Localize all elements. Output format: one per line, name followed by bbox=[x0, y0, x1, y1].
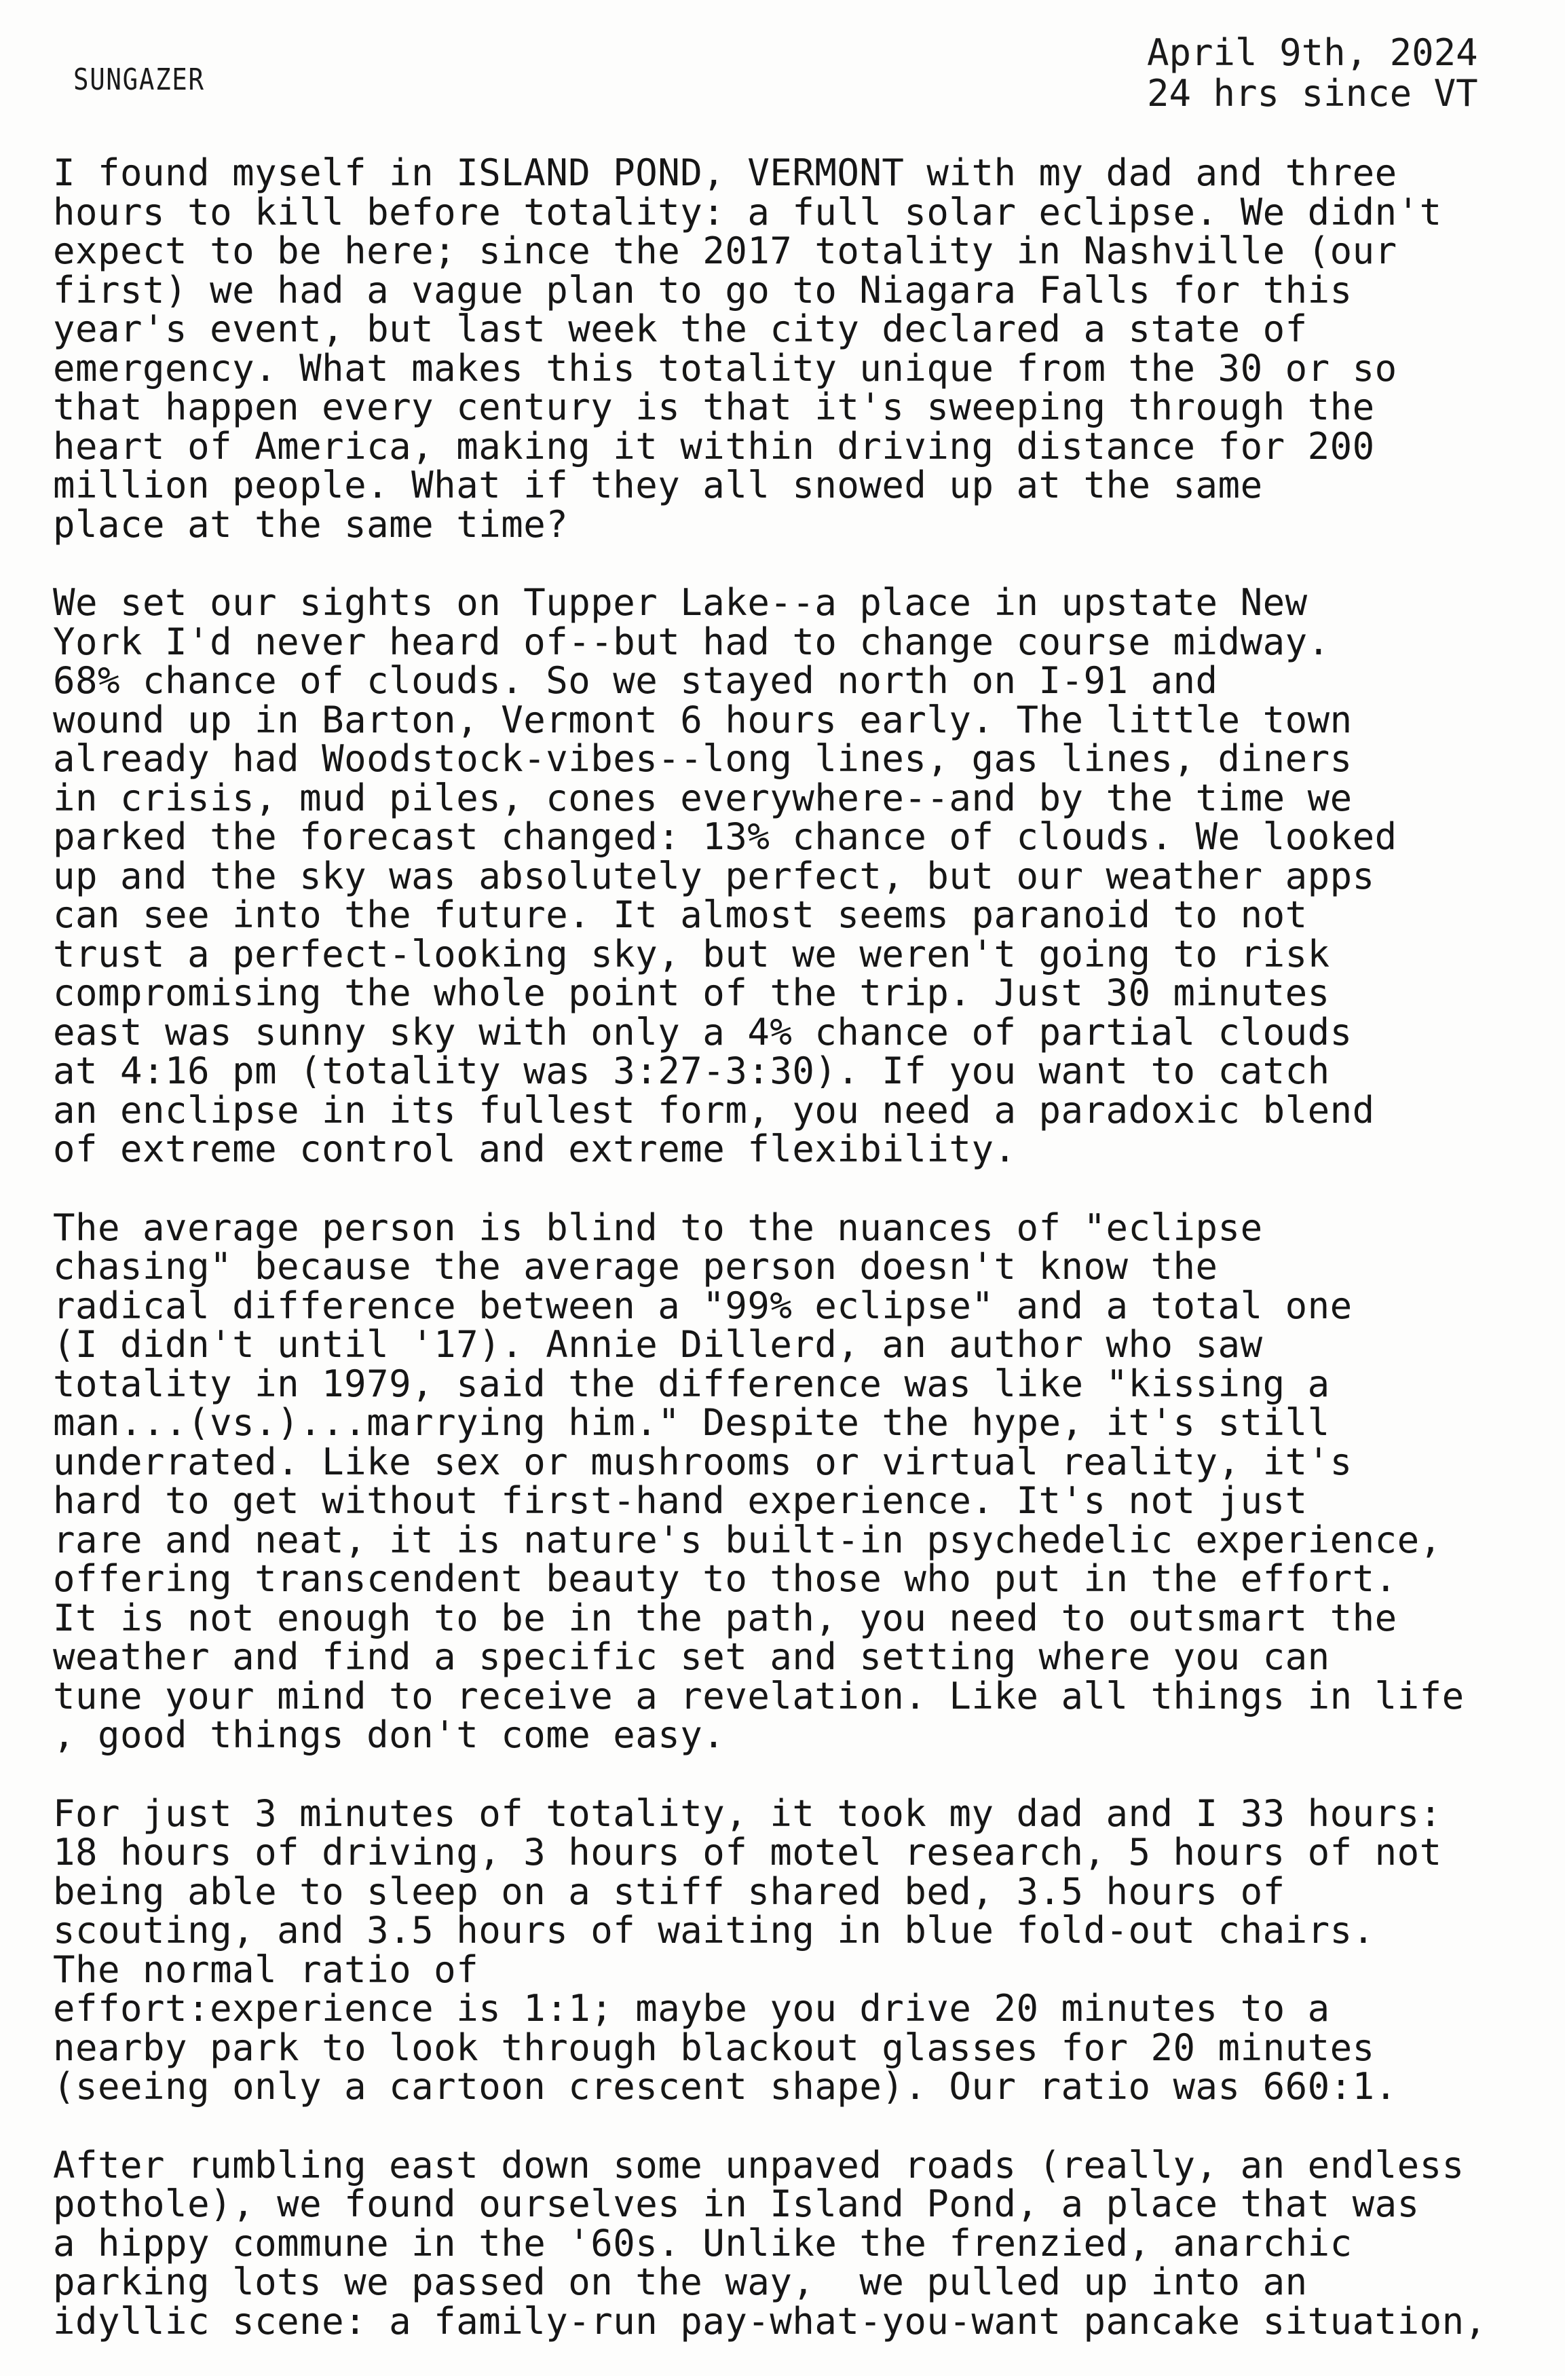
text-line: For just 3 minutes of totality, it took my dad and I 33 hours: bbox=[53, 1791, 1442, 1835]
text-line: wound up in Barton, Vermont 6 hours early. The little town bbox=[53, 698, 1353, 741]
text-line: It is not enough to be in the path, you need to outsmart the bbox=[53, 1596, 1397, 1639]
text-line: York I'd never heard of--but had to change course midway. bbox=[53, 620, 1330, 663]
text-line: that happen every century is that it's sweeping through the bbox=[53, 386, 1375, 428]
text-line: hard to get without first-hand experience. It's not just bbox=[53, 1479, 1308, 1522]
text-line: scouting, and 3.5 hours of waiting in blue fold-out chairs. bbox=[53, 1909, 1375, 1952]
masthead-title: SUNGAZER bbox=[73, 62, 205, 97]
text-line: trust a perfect-looking sky, but we weren't going to risk bbox=[53, 932, 1330, 975]
text-line: totality in 1979, said the difference was like "kissing a bbox=[53, 1362, 1330, 1405]
paragraph-1 bbox=[53, 153, 1539, 544]
text-line: (seeing only a cartoon crescent shape). Our ratio was 660:1. bbox=[53, 2065, 1397, 2108]
text-line: man...(vs.)...marrying him." Despite the hype, it's still bbox=[53, 1401, 1330, 1444]
text-line: being able to sleep on a stiff shared bed, 3.5 hours of bbox=[53, 1870, 1285, 1913]
text-line: After rumbling east down some unpaved roads (really, an endless bbox=[53, 2143, 1465, 2187]
text-line: We set our sights on Tupper Lake--a place in upstate New bbox=[53, 581, 1308, 624]
text-line: already had Woodstock-vibes--long lines, gas lines, diners bbox=[53, 737, 1353, 780]
text-line: , good things don't come easy. bbox=[53, 1713, 725, 1756]
since-line: 24 hrs since VT bbox=[1147, 72, 1478, 115]
text-line: The average person is blind to the nuances of "eclipse bbox=[53, 1206, 1263, 1249]
text-line: parking lots we passed on the way, we pulled up into an bbox=[53, 2261, 1308, 2303]
text-line: east was sunny sky with only a 4% chance of partial clouds bbox=[53, 1010, 1353, 1054]
paragraph-5 bbox=[53, 2143, 1539, 2343]
text-line: hours to kill before totality: a full solar eclipse. We didn't bbox=[53, 190, 1442, 234]
text-line: radical difference between a "99% eclipse" and a total one bbox=[53, 1284, 1353, 1327]
text-line: can see into the future. It almost seems paranoid to not bbox=[53, 893, 1308, 936]
paragraph-3 bbox=[53, 1208, 1539, 1755]
text-line: compromising the whole point of the trip. Just 30 minutes bbox=[53, 971, 1330, 1014]
text-line: of extreme control and extreme flexibility. bbox=[53, 1128, 1017, 1170]
text-line: heart of America, making it within driving distance for 200 bbox=[53, 424, 1375, 468]
text-line: idyllic scene: a family-run pay-what-you-want pancake situation, bbox=[53, 2299, 1487, 2343]
text-line: a hippy commune in the '60s. Unlike the frenzied, anarchic bbox=[53, 2221, 1353, 2265]
text-line: nearby park to look through blackout glasses for 20 minutes bbox=[53, 2026, 1375, 2069]
text-line: parked the forecast changed: 13% chance of clouds. We looked bbox=[53, 815, 1397, 858]
date-line: April 9th, 2024 bbox=[1147, 31, 1478, 74]
paragraph-4 bbox=[53, 1791, 1539, 2108]
text-line: expect to be here; since the 2017 totality in Nashville (our bbox=[53, 229, 1397, 272]
text-line: rare and neat, it is nature's built-in psychedelic experience, bbox=[53, 1518, 1442, 1561]
text-line: in crisis, mud piles, cones everywhere--and by the time we bbox=[53, 776, 1353, 819]
text-line: I found myself in ISLAND POND, VERMONT with my dad and three bbox=[53, 151, 1397, 194]
text-line: weather and find a specific set and setting where you can bbox=[53, 1635, 1330, 1678]
text-line: place at the same time? bbox=[53, 502, 569, 546]
text-line: chasing" because the average person doesn't know the bbox=[53, 1245, 1218, 1288]
text-line: up and the sky was absolutely perfect, but our weather apps bbox=[53, 854, 1375, 897]
text-line: 68% chance of clouds. So we stayed north on I-91 and bbox=[53, 659, 1218, 702]
text-line: pothole), we found ourselves in Island Pond, a place that was bbox=[53, 2182, 1420, 2225]
text-line: at 4:16 pm (totality was 3:27-3:30). If you want to catch bbox=[53, 1049, 1330, 1092]
date-header bbox=[1147, 33, 1478, 114]
text-line: year's event, but last week the city declared a state of bbox=[53, 308, 1308, 350]
essay-body bbox=[53, 153, 1539, 2380]
text-line: offering transcendent beauty to those who put in the effort. bbox=[53, 1557, 1397, 1600]
text-line: million people. What if they all snowed up at the same bbox=[53, 464, 1263, 506]
text-line: 18 hours of driving, 3 hours of motel research, 5 hours of not bbox=[53, 1831, 1442, 1874]
text-line: emergency. What makes this totality unique from the 30 or so bbox=[53, 346, 1397, 390]
text-line: first) we had a vague plan to go to Niagara Falls for this bbox=[53, 268, 1353, 312]
text-line: underrated. Like sex or mushrooms or virtual reality, it's bbox=[53, 1440, 1353, 1483]
text-line: The normal ratio of bbox=[53, 1948, 479, 1991]
text-line: an enclipse in its fullest form, you need a paradoxic blend bbox=[53, 1088, 1375, 1132]
paragraph-2 bbox=[53, 583, 1539, 1169]
text-line: (I didn't until '17). Annie Dillerd, an author who saw bbox=[53, 1323, 1263, 1366]
text-line: effort:experience is 1:1; maybe you drive 20 minutes to a bbox=[53, 1987, 1330, 2030]
text-line: tune your mind to receive a revelation. Like all things in life bbox=[53, 1674, 1465, 1717]
